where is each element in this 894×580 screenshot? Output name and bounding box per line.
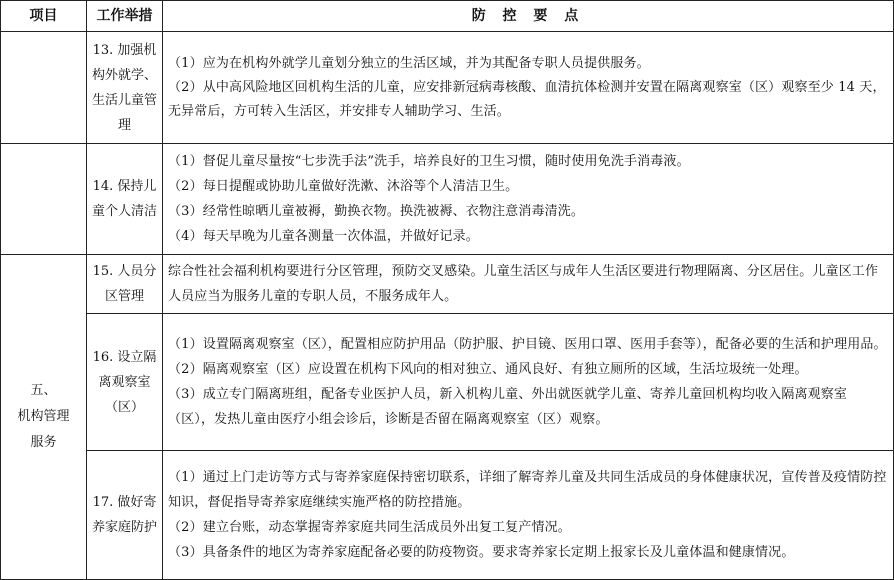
category-label-3: 服务 <box>30 435 57 450</box>
point-text: （2）建立台账，动态掌握寄养家庭共同生活成员外出复工复产情况。 <box>168 520 571 535</box>
point-text: （1）通过上门走访等方式与寄养家庭保持密切联系，详细了解寄养儿童及共同生活成员的身体健康状况，宣传普及疫情防控知识，督促指导寄养家庭继续实施严格的防控措施。 <box>168 470 887 510</box>
table-row <box>1 314 894 451</box>
point-text: （1）督促儿童尽量按“七步洗手法”洗手，培养良好的卫生习惯，随时使用免洗手消毒液。 <box>168 154 690 169</box>
measure-cell: 14. 保持儿童个人清洁 <box>87 144 163 255</box>
point-text: （2）每日提醒或协助儿童做好洗漱、沐浴等个人清洁卫生。 <box>168 179 519 194</box>
point-text: （2）隔离观察室（区）应设置在机构下风向的相对独立、通风良好、有独立厕所的区域，生活垃圾统一处理。 <box>168 362 808 377</box>
points-cell <box>163 314 894 451</box>
category-label-1: 五、 <box>30 383 57 398</box>
point-text: （1）应为在机构外就学儿童划分独立的生活区域，并为其配备专职人员提供服务。 <box>168 55 650 71</box>
category-cell-blank <box>1 32 87 144</box>
header-item: 项目 <box>1 1 87 32</box>
measure-cell: 15. 人员分区管理 <box>87 255 163 314</box>
category-cell <box>1 255 87 580</box>
table-row <box>1 144 894 255</box>
point-text: （3）具备条件的地区为寄养家庭配备必要的防疫物资。要求寄养家长定期上报家长及儿童体温和健康情况。 <box>168 545 795 560</box>
measure-cell: 16. 设立隔离观察室（区） <box>87 314 163 451</box>
table-header-row <box>1 1 894 32</box>
measure-cell: 13. 加强机构外就学、生活儿童管理 <box>87 32 163 144</box>
measure-cell: 17. 做好寄养家庭防护 <box>87 451 163 580</box>
category-label-2: 机构管理 <box>17 409 70 424</box>
point-text: （3）经常性晾晒儿童被褥，勤换衣物。换洗被褥、衣物注意消毒清洗。 <box>168 204 585 219</box>
point-text: （2）从中高风险地区回机构生活的儿童，应安排新冠病毒核酸、血清抗体检测并安置在隔离观察室（区）观察至少 14 天，无异常后，方可转入生活区，并安排专人辅助学习、生活。 <box>168 79 886 119</box>
points-cell <box>163 32 894 144</box>
points-cell <box>163 451 894 580</box>
header-points: 防 控 要 点 <box>163 1 894 32</box>
table-row <box>1 255 894 314</box>
points-cell <box>163 144 894 255</box>
point-text: （3）成立专门隔离班组，配备专业医护人员，新入机构儿童、外出就医就学儿童、寄养儿童回机构均收入隔离观察室（区），发热儿童由医疗小组会诊后，诊断是否留在隔离观察室（区）观察。 <box>168 387 848 427</box>
header-measure: 工作举措 <box>87 1 163 32</box>
point-text: （4）每天早晚为儿童各测量一次体温，并做好记录。 <box>168 229 479 244</box>
table-row <box>1 451 894 580</box>
category-cell-blank <box>1 144 87 255</box>
table-row <box>1 32 894 144</box>
point-text: 综合性社会福利机构要进行分区管理，预防交叉感染。儿童生活区与成年人生活区要进行物理隔离、分区居住。儿童区工作人员应当为服务儿童的专职人员，不服务成年人。 <box>168 264 879 304</box>
point-text: （1）设置隔离观察室（区），配置相应防护用品（防护服、护目镜、医用口罩、医用手套等），配备必要的生活和护理用品。 <box>168 337 887 352</box>
points-cell <box>163 255 894 314</box>
